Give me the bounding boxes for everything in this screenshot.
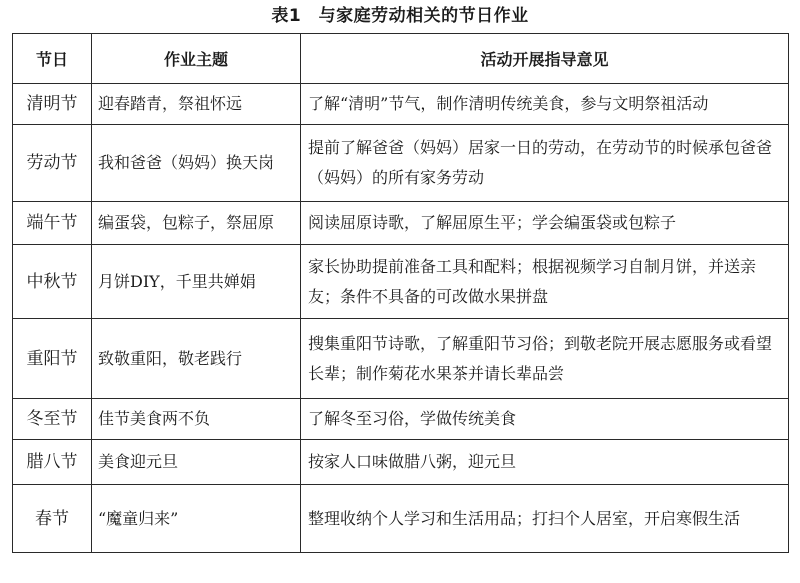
table-header-row — [13, 34, 789, 84]
cell-festival: 中秋节 — [13, 245, 92, 319]
table-row — [13, 485, 789, 553]
header-guide: 活动开展指导意见 — [301, 34, 789, 84]
cell-festival: 重阳节 — [13, 319, 92, 399]
table-row — [13, 125, 789, 202]
cell-theme: 美食迎元旦 — [92, 440, 301, 485]
cell-theme: 我和爸爸（妈妈）换天岗 — [92, 125, 301, 202]
table-row — [13, 319, 789, 399]
cell-guide: 按家人口味做腊八粥，迎元旦 — [301, 440, 789, 485]
cell-theme: “魔童归来” — [92, 485, 301, 553]
cell-theme: 致敬重阳，敬老践行 — [92, 319, 301, 399]
cell-guide: 搜集重阳节诗歌，了解重阳节习俗；到敬老院开展志愿服务或看望长辈；制作菊花水果茶并请长辈品尝 — [301, 319, 789, 399]
header-theme: 作业主题 — [92, 34, 301, 84]
cell-festival: 劳动节 — [13, 125, 92, 202]
cell-guide: 了解冬至习俗，学做传统美食 — [301, 399, 789, 440]
table-row — [13, 84, 789, 125]
cell-festival: 冬至节 — [13, 399, 92, 440]
table-row — [13, 399, 789, 440]
table-row — [13, 245, 789, 319]
cell-guide: 家长协助提前准备工具和配料；根据视频学习自制月饼，并送亲友；条件不具备的可改做水果拼盘 — [301, 245, 789, 319]
table-title: 表1 与家庭劳动相关的节日作业 — [271, 6, 529, 26]
table-row — [13, 440, 789, 485]
cell-theme: 佳节美食两不负 — [92, 399, 301, 440]
cell-theme: 迎春踏青，祭祖怀远 — [92, 84, 301, 125]
table-row — [13, 202, 789, 245]
cell-guide: 提前了解爸爸（妈妈）居家一日的劳动，在劳动节的时候承包爸爸（妈妈）的所有家务劳动 — [301, 125, 789, 202]
cell-festival: 春节 — [13, 485, 92, 553]
cell-guide: 整理收纳个人学习和生活用品；打扫个人居室，开启寒假生活 — [301, 485, 789, 553]
header-festival: 节日 — [13, 34, 92, 84]
festival-homework-table — [12, 33, 789, 553]
cell-festival: 清明节 — [13, 84, 92, 125]
cell-festival: 端午节 — [13, 202, 92, 245]
cell-guide: 阅读屈原诗歌，了解屈原生平；学会编蛋袋或包粽子 — [301, 202, 789, 245]
cell-theme: 月饼DIY，千里共婵娟 — [92, 245, 301, 319]
cell-guide: 了解“清明”节气，制作清明传统美食，参与文明祭祖活动 — [301, 84, 789, 125]
cell-festival: 腊八节 — [13, 440, 92, 485]
cell-theme: 编蛋袋，包粽子，祭屈原 — [92, 202, 301, 245]
